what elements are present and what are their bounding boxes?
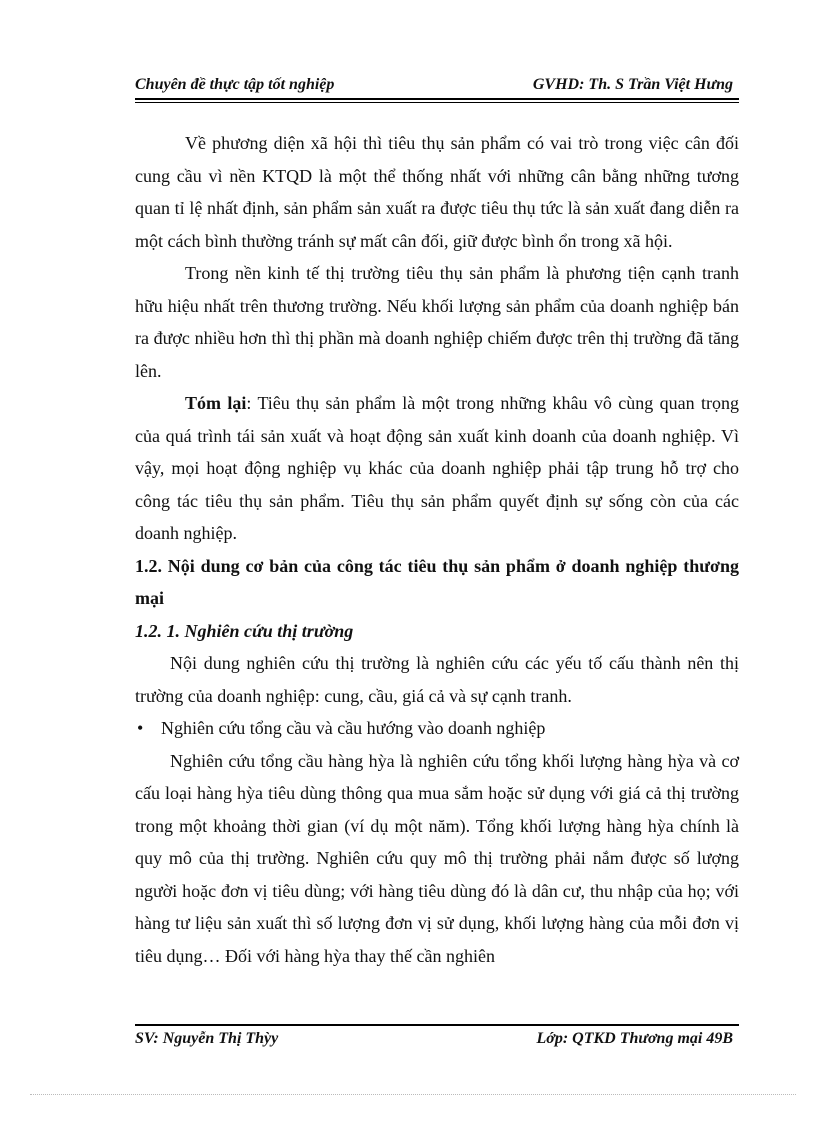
paragraph-market-research: Nội dung nghiên cứu thị trường là nghiên cứu các yếu tố cấu thành nên thị trường của doanh nghiệp: cung, cầu, giá cả và sự cạnh tranh. <box>135 653 739 706</box>
bullet-item <box>135 712 739 745</box>
header-advisor: GVHD: Th. S Trần Việt Hưng <box>532 76 733 93</box>
subsection-heading: 1.2. 1. Nghiên cứu thị trường <box>135 620 354 641</box>
footer-rule <box>135 1024 739 1026</box>
footer-class: Lớp: QTKD Thương mại 49B <box>536 1030 733 1047</box>
page-header <box>135 74 739 98</box>
paragraph-competition: Trong nền kinh tế thị trường tiêu thụ sản phẩm là phương tiện cạnh tranh hữu hiệu nhất trên thương trường. Nếu khối lượng sản phẩm của doanh nghiệp bán ra được nhiều hơn thì thị phần mà doanh nghiệp chiếm được trên thị trường đã tăng lên. <box>135 263 739 381</box>
bullet-icon: • <box>137 718 144 738</box>
header-rule-thin <box>135 102 739 103</box>
paragraph-total-demand: Nghiên cứu tổng cầu hàng hỳa là nghiên cứu tổng khối lượng hàng hỳa và cơ cấu loại hàng hỳa tiêu dùng thông qua mua sắm hoặc sử dụng với giá cả thị trường trong một khoảng thời gian (ví dụ một năm). Tổng khối lượng hàng hỳa chính là quy mô của thị trường. Nghiên cứu quy mô thị trường phải nắm được số lượng người hoặc đơn vị tiêu dùng; với hàng tiêu dùng đó là dân cư, thu nhập của họ; với hàng tư liệu sản xuất thì số lượng đơn vị sử dụng, khối lượng hàng của mỗi đơn vị tiêu dụng… Đối với hàng hỳa thay thế cần nghiên <box>135 750 739 966</box>
page-edge-divider <box>30 1094 796 1095</box>
bullet-text: Nghiên cứu tổng cầu và cầu hướng vào doanh nghiệp <box>161 718 546 738</box>
header-title: Chuyên đề thực tập tốt nghiệp <box>135 76 335 93</box>
page-footer <box>135 1030 739 1054</box>
document-body <box>135 127 739 972</box>
summary-lead: Tóm lại <box>185 393 247 413</box>
header-rule <box>135 98 739 100</box>
paragraph-summary <box>135 387 739 550</box>
summary-text: : Tiêu thụ sản phẩm là một trong những khâu vô cùng quan trọng của quá trình tái sản xuất và hoạt động sản xuất kinh doanh của doanh nghiệp. Vì vậy, mọi hoạt động nghiệp vụ khác của doanh nghiệp phải tập trung hỗ trợ cho công tác tiêu thụ sản phẩm. Tiêu thụ sản phẩm quyết định sự sống còn của các doanh nghiệp. <box>135 393 739 543</box>
footer-student: SV: Nguyễn Thị Thỳy <box>135 1030 279 1047</box>
section-heading: 1.2. Nội dung cơ bản của công tác tiêu thụ sản phẩm ở doanh nghiệp thương mại <box>135 555 739 608</box>
paragraph-social-role: Về phương diện xã hội thì tiêu thụ sản phẩm có vai trò trong việc cân đối cung cầu vì nền KTQD là một thể thống nhất với những cân bằng những tương quan tỉ lệ nhất định, sản phẩm sản xuất ra được tiêu thụ tức là sản xuất đang diễn ra một cách bình thường tránh sự mất cân đối, giữ được bình ổn trong xã hội. <box>135 133 739 251</box>
